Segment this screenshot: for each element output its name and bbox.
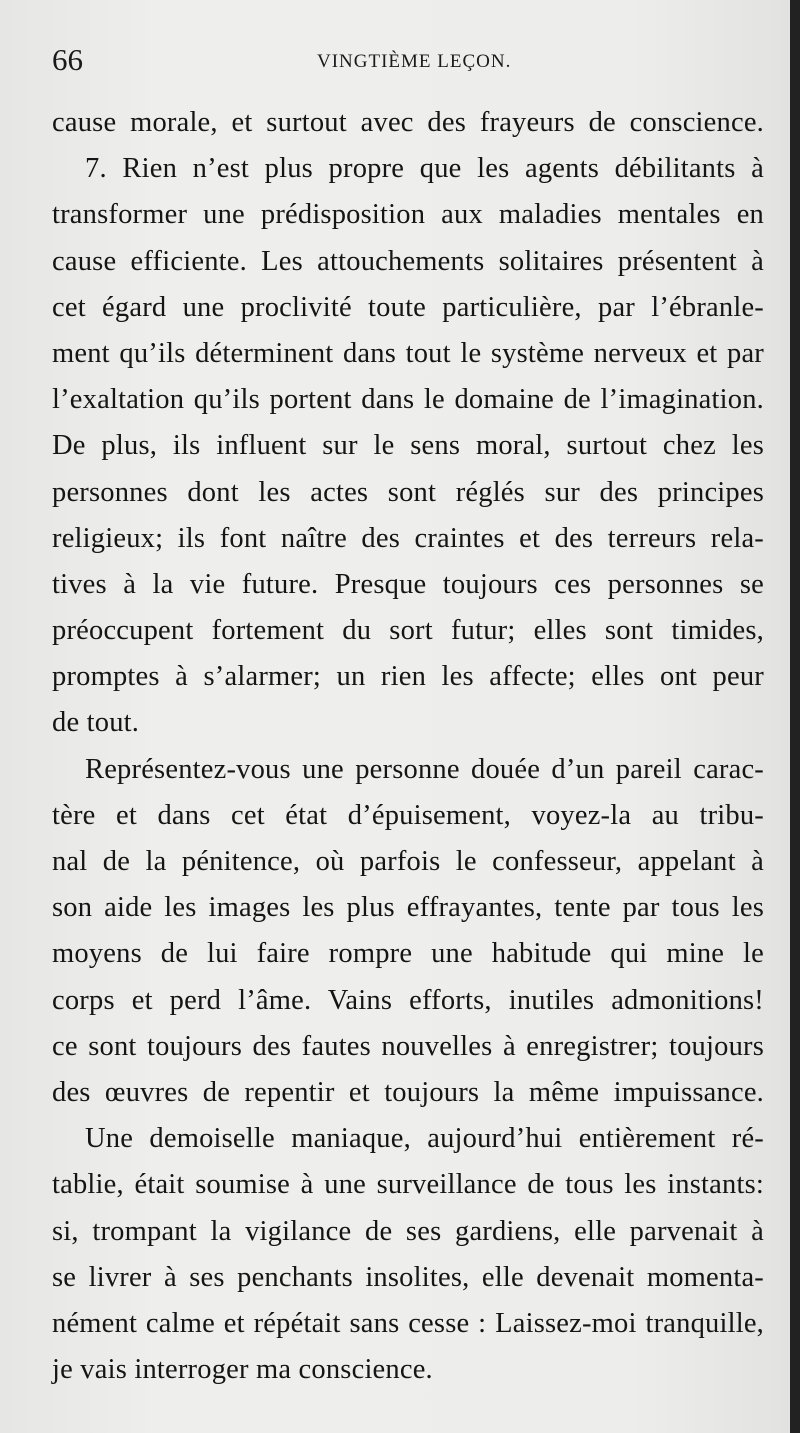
text-line: l’exaltation qu’ils portent dans le domaine de l’imagination. xyxy=(52,384,764,416)
text-line: nément calme et répétait sans cesse : Laissez-moi tranquille, xyxy=(52,1307,764,1339)
text-line: tablie, était soumise à une surveillance de tous les instants: xyxy=(52,1169,764,1201)
text-line: si, trompant la vigilance de ses gardiens, elle parvenait à xyxy=(52,1215,764,1247)
text-line: je vais interroger ma conscience. xyxy=(52,1354,433,1386)
text-line: tives à la vie future. Presque toujours ces personnes se xyxy=(52,568,764,600)
page-edge-shadow xyxy=(790,0,800,1433)
page-number: 66 xyxy=(52,42,83,77)
text-line: ment qu’ils déterminent dans tout le système nerveux et par xyxy=(52,337,764,369)
page-header xyxy=(52,42,768,82)
text-line: corps et perd l’âme. Vains efforts, inutiles admonitions! xyxy=(52,984,764,1016)
text-line: De plus, ils influent sur le sens moral, surtout chez les xyxy=(52,430,764,462)
body-text xyxy=(52,100,764,1393)
text-line: cause morale, et surtout avec des frayeurs de conscience. xyxy=(52,107,764,138)
text-line: cet égard une proclivité toute particulière, par l’ébranle- xyxy=(52,291,764,323)
text-line: tère et dans cet état d’épuisement, voyez-la au tribu- xyxy=(52,799,764,831)
text-line: promptes à s’alarmer; un rien les affecte; elles ont peur xyxy=(52,661,764,693)
text-line: personnes dont les actes sont réglés sur des principes xyxy=(52,476,764,508)
text-line: ce sont toujours des fautes nouvelles à enregistrer; toujours xyxy=(52,1030,764,1062)
text-line: religieux; ils font naître des craintes et des terreurs rela- xyxy=(52,522,764,554)
text-line: transformer une prédisposition aux maladies mentales en xyxy=(52,199,764,231)
text-line: préoccupent fortement du sort futur; elles sont timides, xyxy=(52,615,764,647)
text-line: cause efficiente. Les attouchements solitaires présentent à xyxy=(52,245,764,277)
text-line: 7. Rien n’est plus propre que les agents débilitants à xyxy=(85,153,764,185)
text-line: son aide les images les plus effrayantes, tente par tous les xyxy=(52,892,764,924)
text-line: nal de la pénitence, où parfois le confesseur, appelant à xyxy=(52,846,764,877)
text-line: se livrer à ses penchants insolites, elle devenait momenta- xyxy=(52,1261,764,1293)
running-head: VINGTIÈME LEÇON. xyxy=(317,51,512,72)
text-line: Une demoiselle maniaque, aujourd’hui entièrement ré- xyxy=(85,1123,764,1155)
text-line: des œuvres de repentir et toujours la même impuissance. xyxy=(52,1076,764,1108)
text-line: de tout. xyxy=(52,707,140,739)
text-line: moyens de lui faire rompre une habitude qui mine le xyxy=(52,938,764,970)
text-line: Représentez-vous une personne douée d’un pareil carac- xyxy=(85,753,764,785)
